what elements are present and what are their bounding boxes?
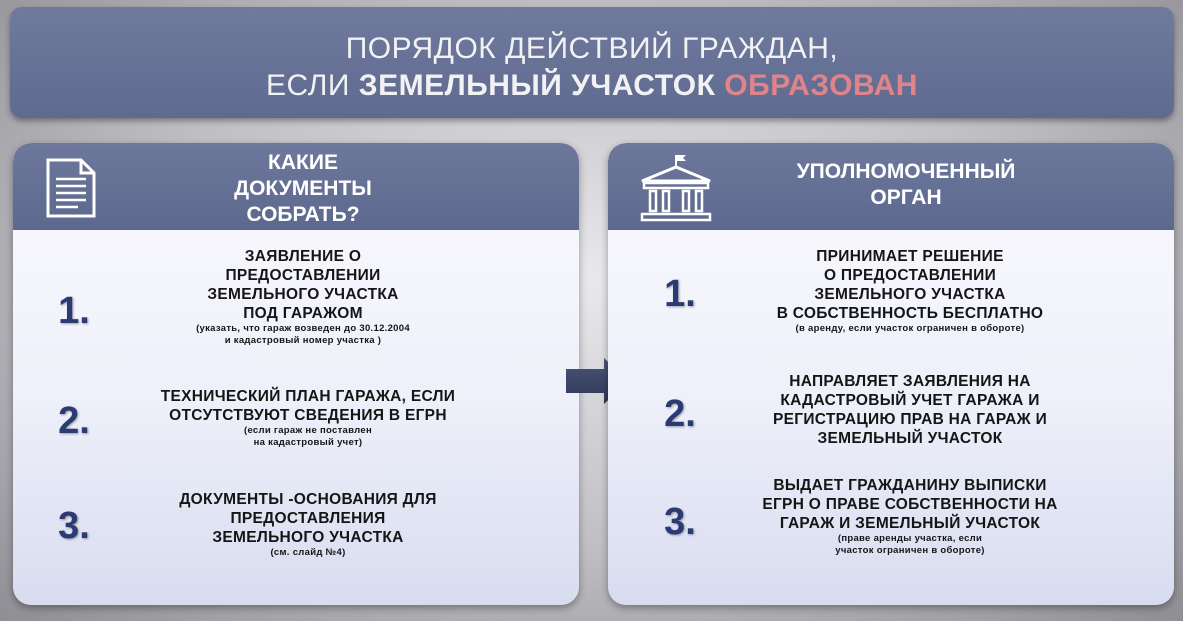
documents-panel-header (13, 143, 579, 230)
item-note: (указать, что гараж возведен до 30.12.2004 (196, 323, 410, 334)
title-line: ОРГАН (870, 186, 942, 209)
list-item (113, 490, 503, 559)
list-item (113, 387, 503, 449)
header-accent-text: ОБРАЗОВАН (724, 69, 918, 102)
title-line: ДОКУМЕНТЫ (234, 177, 372, 200)
documents-panel-title (183, 150, 423, 228)
step-number: 3. (58, 505, 90, 547)
item-line: ПРЕДОСТАВЛЕНИЯ (230, 510, 386, 527)
item-line: ВЫДАЕТ ГРАЖДАНИНУ ВЫПИСКИ (773, 477, 1047, 494)
item-line: ЗАЯВЛЕНИЕ О (244, 248, 362, 265)
header-title-line1: ПОРЯДОК ДЕЙСТВИЙ ГРАЖДАН, (345, 32, 839, 65)
step-number: 2. (58, 400, 90, 442)
item-line: ПРЕДОСТАВЛЕНИИ (225, 267, 381, 284)
list-item (730, 247, 1090, 335)
item-line: ДОКУМЕНТЫ -ОСНОВАНИЯ ДЛЯ (179, 491, 437, 508)
documents-panel (13, 143, 579, 605)
item-line: ТЕХНИЧЕСКИЙ ПЛАН ГАРАЖА, ЕСЛИ (160, 388, 456, 405)
list-item (720, 372, 1100, 448)
item-note: (праве аренды участка, если (837, 533, 983, 544)
authority-panel (608, 143, 1174, 605)
authority-panel-title (756, 159, 1056, 211)
header-bold-text: ЗЕМЕЛЬНЫЙ УЧАСТОК (358, 69, 716, 102)
step-number: 1. (664, 273, 696, 315)
item-note: (в аренду, если участок ограничен в обороте) (795, 323, 1025, 334)
list-item (123, 247, 483, 347)
government-building-icon (636, 149, 716, 225)
title-line: СОБРАТЬ? (246, 203, 360, 226)
header-title-line2 (10, 69, 1174, 103)
title-line: УПОЛНОМОЧЕННЫЙ (796, 160, 1016, 183)
item-line: ПОД ГАРАЖОМ (243, 305, 363, 322)
item-line: ГАРАЖ И ЗЕМЕЛЬНЫЙ УЧАСТОК (779, 515, 1041, 532)
item-line: ЗЕМЕЛЬНЫЙ УЧАСТОК (817, 430, 1003, 447)
step-number: 2. (664, 393, 696, 435)
item-line: В СОБСТВЕННОСТЬ БЕСПЛАТНО (776, 305, 1044, 322)
header-prefix: ЕСЛИ (266, 69, 359, 102)
item-line: НАПРАВЛЯЕТ ЗАЯВЛЕНИЯ НА (789, 373, 1031, 390)
item-note: на кадастровый учет) (253, 437, 363, 448)
item-line: ОТСУТСТВУЮТ СВЕДЕНИЯ В ЕГРН (169, 407, 447, 424)
step-number: 1. (58, 290, 90, 332)
item-line: ПРИНИМАЕТ РЕШЕНИЕ (816, 248, 1004, 265)
header-banner (10, 7, 1174, 118)
item-note: (см. слайд №4) (270, 547, 346, 558)
document-icon (45, 157, 97, 219)
item-line: ЗЕМЕЛЬНОГО УЧАСТКА (207, 286, 399, 303)
item-note: и кадастровый номер участка ) (224, 335, 382, 346)
title-line: КАКИЕ (268, 151, 338, 174)
list-item (710, 476, 1110, 557)
item-line: О ПРЕДОСТАВЛЕНИИ (823, 267, 997, 284)
authority-panel-header (608, 143, 1174, 230)
item-line: ЕГРН О ПРАВЕ СОБСТВЕННОСТИ НА (762, 496, 1058, 513)
item-line: КАДАСТРОВЫЙ УЧЕТ ГАРАЖА И (780, 392, 1040, 409)
item-line: ЗЕМЕЛЬНОГО УЧАСТКА (212, 529, 404, 546)
item-note: (если гараж не поставлен (244, 425, 372, 436)
item-line: ЗЕМЕЛЬНОГО УЧАСТКА (814, 286, 1006, 303)
item-line: РЕГИСТРАЦИЮ ПРАВ НА ГАРАЖ И (772, 411, 1048, 428)
step-number: 3. (664, 501, 696, 543)
item-note: участок ограничен в обороте) (835, 545, 985, 556)
